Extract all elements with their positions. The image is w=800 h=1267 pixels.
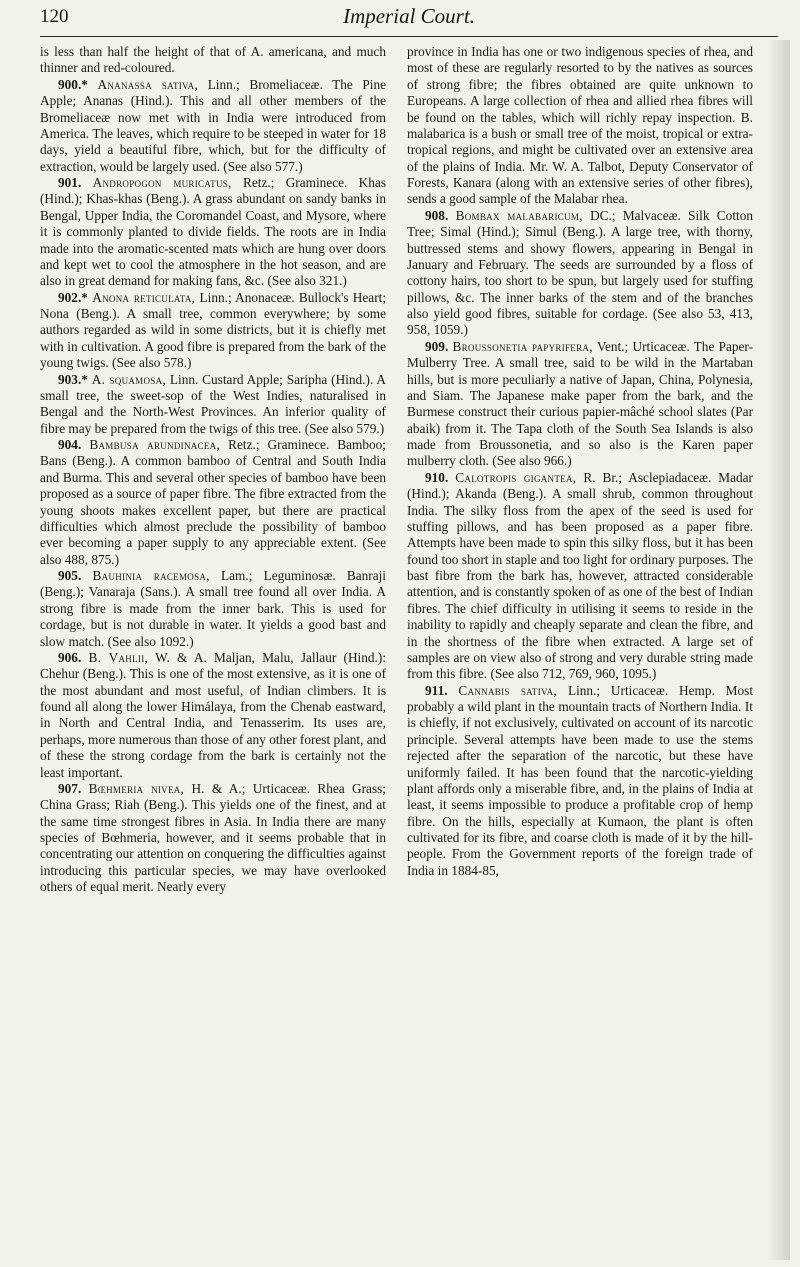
entry-911 [407, 683, 753, 880]
entry-text: is less than half the height of that of A. americana, and much thinner and red-coloured. [40, 44, 386, 76]
entry-text: W. & A. Maljan, Malu, Jallaur (Hind.): Chehur (Beng.). This is one of the most extensive, as it is one of the most abundant and most useful, of Indian climbers. It is found all along the lower Himálaya, from the Chenab eastward, in North and Central India, and Tenasserim. Its uses are, perhaps, more numerous than those of any other forest plant, and of these the strong cordage from the bark is certainly not the least important. [40, 649, 386, 780]
running-title: Imperial Court. [343, 4, 475, 28]
page-number: 120 [40, 6, 69, 27]
right-column [407, 44, 753, 879]
entry-903 [40, 372, 386, 438]
entry-text: Vent.; Urticaceæ. The Paper-Mulberry Tree. A small tree, said to be wild in the Martaban hills, but is more peculiarly a native of Japan, China, Polynesia, and Siam. The Japanese make paper from the bark, and the Burmese construct their curious papier-mâché school slates (Par abaik) from it. The Tapa cloth of the South Sea Islands is also made from Broussonetia, and so also is the Karen paper mulberry cloth. (See also 966.) [407, 338, 754, 469]
entry-904 [40, 437, 386, 568]
entry-900 [40, 77, 386, 175]
species-name: B. Vahlii, [88, 649, 149, 665]
entry-continuation [407, 44, 753, 208]
species-name: Bombax malabaricum, [455, 207, 583, 223]
page-header [40, 2, 778, 37]
entry-text: Linn.; Bromeliaceæ. The Pine Apple; Ananas (Hind.). This and all other members of the Bromeliaceæ now met with in India were introduced from America. The leaves, which require to be steeped in water for 18 days, yield a beautiful fibre, which, but for the difficulty of extraction, would be largely used. (See also 577.) [40, 76, 387, 174]
left-column [40, 44, 386, 896]
entry-text: Linn.; Anonaceæ. Bullock's Heart; Nona (Beng.). A small tree, common everywhere; by some authors regarded as wild in some districts, but it is chiefly met with in cultivation. A good fibre is prepared from the bark of the young twigs. (See also 578.) [40, 289, 387, 371]
entry-number: 910. [425, 469, 449, 485]
entry-text: Linn. Custard Apple; Saripha (Hind.). A small tree, the sweet-sop of the West Indies, naturalised in Bengal and the North-West Provinces. An inferior quality of fibre may be prepared from the twigs of this tree. (See also 579.) [40, 371, 387, 436]
entry-number: 906. [58, 649, 82, 665]
entry-number: 905. [58, 568, 82, 583]
entry-number: 904. [58, 437, 82, 452]
entry-906 [40, 650, 386, 781]
entry-number: 902.* [58, 289, 88, 305]
entry-text: Linn.; Urticaceæ. Hemp. Most probably a wild plant in the mountain tracts of Northern India. It is chiefly, if not exclusively, cultivated on account of its narcotic principle. Several attempts have been made to use the stems rejected after the separation of the narcotic, but these have uniformly failed. It has been found that the narcotic-yielding plant affords only a miserable fibre, and, in the plains of India at least, it seems impossible to produce a profitable crop of hemp fibre. On the hills, especially at Kumaon, the plant is often cultivated for its fibre, and coarse cloth is made of it by the hill-people. From the Government reports of the foreign trade of India in 1884-85, [407, 682, 754, 878]
entry-902 [40, 290, 386, 372]
entry-text: Lam.; Leguminosæ. Banraji (Beng.); Vanaraja (Sans.). A small tree found all over India. A strong fibre is made from the inner bark. This is used for cordage, but is not durable in water. It yields a good bast and slow match. (See also 1092.) [40, 568, 387, 649]
species-name: Bauhinia racemosa, [92, 568, 210, 583]
entry-number: 908. [425, 207, 449, 223]
entry-text: DC.; Malvaceæ. Silk Cotton Tree; Simal (Hind.); Simul (Beng.). A large tree, with thorny, buttressed stems and showy flowers, appearing in Bengal in January and February. The seeds are surrounded by a floss of cottony hairs, too short to be spun, but largely used for stuffing pillows, &c. The inner barks of the stem and of the branches also yield good fibres, suitable for cordage. (See also 53, 413, 958, 1059.) [407, 207, 754, 338]
entry-number: 909. [425, 338, 449, 354]
species-name: Anona reticulata, [92, 289, 196, 305]
species-name: A. squamosa, [91, 371, 167, 387]
page-edge-shadow [768, 40, 790, 1260]
entry-910 [407, 470, 753, 683]
species-name: Bœhmeria nivea, [88, 780, 185, 796]
entry-901 [40, 175, 386, 290]
species-name: Ananassa sativa, [97, 76, 199, 92]
species-name: Bambusa arundinacea, [89, 437, 221, 452]
entry-continuation [40, 44, 386, 77]
species-name: Cannabis sativa, [458, 682, 558, 698]
entry-number: 907. [58, 780, 82, 796]
species-name: Calotropis gigantea, [455, 469, 577, 485]
entry-number: 903.* [58, 371, 88, 387]
entry-908 [407, 208, 753, 339]
entry-number: 901. [58, 175, 82, 190]
entry-text: province in India has one or two indigenous species of rhea, and most of these are regularly resorted to by the natives as sources of strong fibre; the fibres obtained are quite unknown to Europeans. A large collection of rhea and allied rhea fibres will be found on the tables, which will richly repay inspection. B. malabarica is a bush or small tree of the moist, tropical or extra-tropical regions, and might be cultivated over an extensive area of the plains of India. Mr. W. A. Talbot, Deputy Conservator of Forests, Kanara (along with an extensive series of other fibres), sends a good sample of the Malabar rhea. [407, 44, 753, 207]
entry-text: Retz.; Graminece. Bamboo; Bans (Beng.). A common bamboo of Central and South India and Burma. This and several other species of bamboo have been proposed as a source of paper fibre. The fibre extracted from the young shoots makes excellent paper, but there are practical difficulties which almost preclude the possibility of bamboo ever becoming a paper supply to any appreciable extent. (See also 488, 875.) [40, 437, 386, 567]
entry-text: H. & A.; Urticaceæ. Rhea Grass; China Grass; Riah (Beng.). This yields one of the finest, and at the same time strongest fibres in Asia. In India there are many species of Bœhmeria, however, and it seems probable that in concentrating our attention on conquering the difficulties against introducing this particular species, we may have overlooked others of equal merit. Nearly every [40, 780, 386, 895]
species-name: Broussonetia papyrifera, [452, 338, 593, 354]
entry-text: Retz.; Graminece. Khas (Hind.); Khas-khas (Beng.). A grass abundant on sandy banks in Bengal, Upper India, the Coromandel Coast, and Mysore, where it is commonly planted to divide fields. The roots are in India made into the aromatic-scented mats which are hung over doors and kept wet to cool the atmosphere in the hot season, and are also in great demand for making fans, &c. (See also 321.) [40, 175, 386, 289]
entry-number: 900.* [58, 76, 88, 92]
entry-907 [40, 781, 386, 896]
entry-905 [40, 568, 386, 650]
entry-text: R. Br.; Asclepiadaceæ. Madar (Hind.); Akanda (Beng.). A small shrub, common throughout India. The silky floss from the apex of the seed is used for stuffing pillows, and has been proposed as a paper fibre. Attempts have been made to spin this silky floss, but it has been found too short in staple and too light for ordinary purposes. The bast fibre from the bark has, however, attracted considerable attention, and is constantly spoken of as one of the best of Indian fibres. The chief difficulty in utilising it seems to reside in the inability to rapidly and cheaply separate and clean the fibre, and in the shortness of the fibre when extracted. A large set of samples are on view also of strong and very durable string made from this fibre. (See also 712, 769, 960, 1095.) [407, 469, 753, 682]
entry-909 [407, 339, 753, 470]
species-name: Andropogon muricatus, [92, 175, 232, 190]
entry-number: 911. [425, 682, 448, 698]
